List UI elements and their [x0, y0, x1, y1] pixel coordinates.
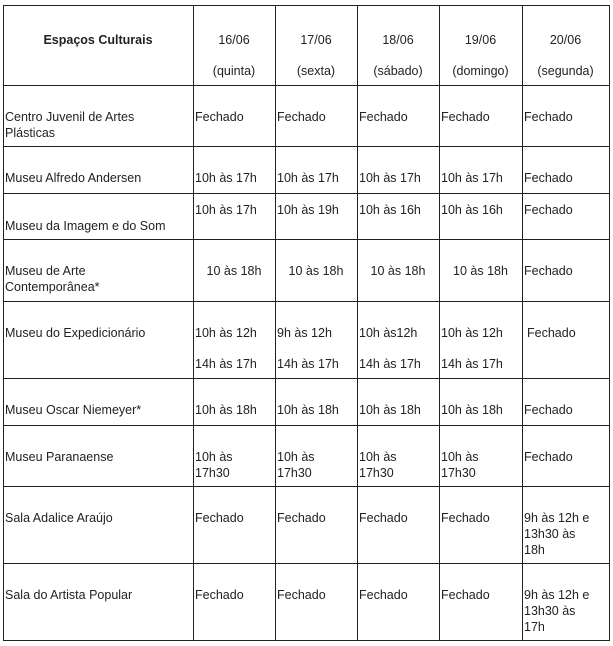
schedule-cell: Fechado	[441, 110, 490, 124]
venue-name: Centro Juvenil de Artes	[5, 110, 135, 124]
venue-name: Museu Alfredo Andersen	[5, 171, 142, 185]
schedule-cell: Fechado	[524, 403, 573, 417]
schedule-cell: Fechado	[441, 511, 490, 525]
grid-hline	[3, 378, 610, 379]
schedule-cell: 10 às 18h	[370, 264, 426, 278]
schedule-cell: 10h às 17h	[277, 171, 339, 185]
schedule-cell: 13h30 às	[524, 527, 576, 541]
schedule-cell: 14h às 17h	[441, 357, 503, 371]
schedule-cell: 14h às 17h	[277, 357, 339, 371]
grid-hline	[3, 640, 610, 641]
header-day-weekday: (sábado)	[373, 64, 423, 78]
venue-name: Museu da Imagem e do Som	[5, 219, 166, 233]
grid-hline	[3, 425, 610, 426]
schedule-cell: Fechado	[524, 450, 573, 464]
schedule-cell: 9h às 12h	[277, 326, 332, 340]
schedule-cell: Fechado	[524, 264, 573, 278]
header-day-date: 18/06	[382, 33, 414, 47]
schedule-cell: 10h às12h	[359, 326, 418, 340]
grid-vline	[609, 5, 610, 641]
schedule-cell: 10h às 12h	[441, 326, 503, 340]
venue-name: Museu Paranaense	[5, 450, 114, 464]
grid-hline	[3, 301, 610, 302]
schedule-cell: 10h às 18h	[195, 403, 257, 417]
schedule-cell: 17h30	[195, 466, 230, 480]
schedule-cell: Fechado	[524, 110, 573, 124]
header-day-date: 20/06	[549, 33, 582, 47]
schedule-cell: 10h às 18h	[359, 403, 421, 417]
schedule-cell: 14h às 17h	[195, 357, 257, 371]
grid-hline	[3, 5, 610, 6]
grid-vline	[439, 5, 440, 641]
schedule-cell: 10h às	[359, 450, 397, 464]
header-title: Espaços Culturais	[43, 33, 153, 47]
schedule-cell: 10h às 18h	[277, 403, 339, 417]
venue-name: Museu Oscar Niemeyer*	[5, 403, 142, 417]
schedule-cell: Fechado	[441, 588, 490, 602]
schedule-cell: 10h às 16h	[441, 203, 503, 217]
header-day-date: 17/06	[300, 33, 332, 47]
schedule-cell: 10h às 17h	[195, 203, 257, 217]
schedule-cell: 10h às	[277, 450, 315, 464]
grid-hline	[3, 486, 610, 487]
grid-vline	[357, 5, 358, 641]
venue-name: Museu de Arte	[5, 264, 86, 278]
schedule-cell: Fechado	[277, 588, 326, 602]
schedule-cell: 10h às	[195, 450, 233, 464]
schedule-cell: Fechado	[527, 326, 576, 340]
schedule-cell: 17h30	[277, 466, 312, 480]
venue-name: Contemporânea*	[5, 280, 100, 294]
schedule-cell: Fechado	[359, 110, 408, 124]
grid-vline	[193, 5, 194, 641]
grid-vline	[3, 5, 4, 641]
schedule-cell: 17h30	[441, 466, 476, 480]
schedule-cell: 13h30 às	[524, 604, 576, 618]
schedule-cell: 17h30	[359, 466, 394, 480]
venue-name: Sala Adalice Araújo	[5, 511, 113, 525]
header-day-weekday: (quinta)	[212, 64, 256, 78]
schedule-cell: 10h às 17h	[195, 171, 257, 185]
schedule-cell: 10 às 18h	[288, 264, 344, 278]
schedule-cell: Fechado	[277, 511, 326, 525]
schedule-cell: Fechado	[524, 203, 573, 217]
schedule-cell: 10h às 17h	[441, 171, 503, 185]
schedule-cell: 9h às 12h e	[524, 588, 590, 602]
schedule-cell: 10h às 12h	[195, 326, 257, 340]
grid-hline	[3, 193, 610, 194]
header-day-weekday: (segunda)	[537, 64, 594, 78]
schedule-cell: 10h às 16h	[359, 203, 421, 217]
grid-hline	[3, 146, 610, 147]
schedule-cell: 10h às 18h	[441, 403, 503, 417]
schedule-cell: Fechado	[524, 171, 573, 185]
header-day-date: 16/06	[218, 33, 250, 47]
grid-hline	[3, 239, 610, 240]
schedule-table	[3, 5, 610, 641]
schedule-cell: 10h às 17h	[359, 171, 421, 185]
grid-vline	[275, 5, 276, 641]
schedule-cell: 9h às 12h e	[524, 511, 590, 525]
schedule-cell: 10h às 19h	[277, 203, 339, 217]
grid-vline	[522, 5, 523, 641]
schedule-cell: 10h às	[441, 450, 479, 464]
venue-name: Museu do Expedicionário	[5, 326, 146, 340]
venue-name: Plásticas	[5, 126, 56, 140]
header-day-date: 19/06	[464, 33, 497, 47]
schedule-cell: 10 às 18h	[206, 264, 262, 278]
schedule-cell: Fechado	[277, 110, 326, 124]
schedule-cell: Fechado	[195, 588, 244, 602]
schedule-cell: 18h	[524, 543, 545, 557]
schedule-cell: Fechado	[359, 588, 408, 602]
schedule-cell: 17h	[524, 620, 545, 634]
venue-name: Sala do Artista Popular	[5, 588, 133, 602]
schedule-cell: 10 às 18h	[453, 264, 508, 278]
schedule-cell: Fechado	[195, 511, 244, 525]
schedule-cell: Fechado	[195, 110, 244, 124]
header-day-weekday: (domingo)	[452, 64, 509, 78]
header-day-weekday: (sexta)	[296, 64, 336, 78]
schedule-cell: 14h às 17h	[359, 357, 421, 371]
grid-hline	[3, 85, 610, 86]
schedule-cell: Fechado	[359, 511, 408, 525]
grid-hline	[3, 563, 610, 564]
